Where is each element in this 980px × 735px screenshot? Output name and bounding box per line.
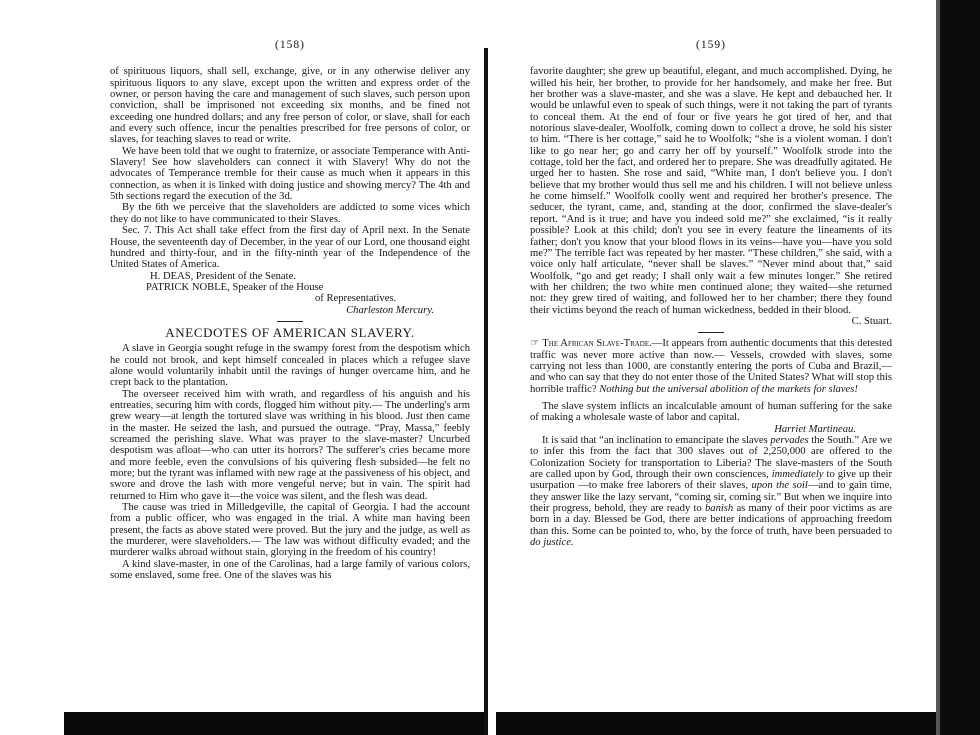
page-number: (158) <box>275 39 305 51</box>
emphasis-run: upon the soil <box>751 480 808 492</box>
colonization-paragraph <box>530 435 892 548</box>
senate-president-signature: H. DEAS, President of the Senate. <box>150 270 296 282</box>
right-page <box>530 40 892 548</box>
anecdote-paragraph: A kind slave-master, in one of the Carolinas, had a large family of various colors, some enslaved, some free. One of the slaves was his <box>110 558 470 582</box>
text-run: —and to gain time, they answer like the lazy servant, “coming sir, coming sir.” But when we inquire into their progress, behold, they are ready to <box>530 480 892 515</box>
text-run: the South.” Are we to infer this from the fact that 300 slaves out of 2,250,000 are offered to the Colonization Society for transportation to Liberia? The slave-masters of the South are called upon by God, through their own consciences, <box>530 435 892 481</box>
section-seven-paragraph: Sec. 7. This Act shall take effect from the first day of April next. In the Senate House, the seventeenth day of December, in the year of our Lord, one thousand eight hundred and thirty-four, and in the fifty-ninth year of the Independence of the United States of America. <box>110 225 470 271</box>
house-representatives: of Representatives. <box>315 293 397 305</box>
notice-emphasis: Nothing but the universal abolition of the markets for slaves! <box>599 383 858 395</box>
gutter-bar <box>484 48 488 735</box>
text-run: It is said that “an inclination to emancipate the slaves <box>542 435 768 446</box>
text-run: to give up their usurpation —to make free laborers of their slaves, <box>530 469 892 492</box>
anecdote-paragraph: The overseer received him with wrath, and regardless of his anguish and his entreaties, securing him with cords, flogged him without pity.— The underling's arm grew weary—at length the tortured slave was writhing in his blood. Just then came in the master. He seized the lash, and pursued the outrage. “Pray, Massa,” feebly screamed the perishing slave. What was prayer to the slave-master? Uncurbed despotism was afloat—who can utter its horrors? The sufferer's cries became more and more feeble, even the convulsions of his quivering flesh subsided—he felt no more; but the tyrant was inflamed with new rage at the passiveness of his object, and swore and drove the lash with more vengeful nerve; but in vain. The spirit had returned to Him who gave it—the voice was silent, and the flesh was dead. <box>110 388 470 502</box>
right-dark-edge <box>940 0 980 735</box>
story-continuation: favorite daughter; she grew up beautiful, elegant, and much accomplished. Dying, he willed his heir, her brother, to provide for her handsomely, and make her free. But her brother was a slave-master, and she was a slave. He kept and debauched her. It would be unlawful even to speak of such things, were it not taking the part of tyrants to conceal them. At the end of four or five years he got tired of her, and that notorious slave-dealer, Woolfolk, coming down to collect a drove, he sold his sister to him. “There is her cottage,” said he to Woolfolk; “she is a violent woman. I don't like to go near her; go and carry her off by yourself.” Woolfolk strode into the cottage, told her the fact, and ordered her to prepare. She was dreadfully agitated. He urged her to hasten. She rose and said, “White man, I don't believe you. I don't believe that my brother would thus sell me and his children. I will not believe unless he come himself.” Woolfolk coolly went and required her brother's presence. The seducer, the tyrant, came, and, standing at the door, confirmed the slave-dealer's report. “And is it true; and have you indeed sold me?” she exclaimed, “is it really possible? Look at this child; don't you see in every feature the lineaments of its father; don't you know that your blood flows in its veins—have you—have you sold me?” The terrible fact was repeated by her master. “These children,” she said, with a voice only half articulate, “never shall be slaves.” “Never mind about that,” said Woolfolk, “go and get ready; I shall only wait a few minutes longer.” She retired with her children; the two white men continued alone; they waited—she returned not: they grew tired of waiting, and followed her to her chamber; there they found their victims beyond the reach of human wickedness, bedded in their blood. <box>530 66 892 316</box>
anecdote-paragraph: A slave in Georgia sought refuge in the swampy forest from the despotism which he could not brook, and kept himself concealed in places which a refugee slave alone would voluntarily inhabit until the ravings of hunger overcame him, and he crept back to the plantation. <box>110 343 470 389</box>
section-heading: ANECDOTES OF AMERICAN SLAVERY. <box>165 324 415 340</box>
bottom-black-band-right <box>496 712 936 735</box>
source-credit: Charleston Mercury. <box>346 304 434 316</box>
law-text: of spirituous liquors, shall sell, exchange, give, or in any otherwise deliver any spirituous liquors to any slave, except upon the written and express order of the owner, or person having the care and management of such slaves, such person upon conviction, shall be imprisoned not exceeding six months, and be fined not exceeding one hundred dollars; and any free person of color, or slave, shall for each and every such offence, incur the penalties prescribed for free persons of color, or slaves, for teaching slaves to read or write. <box>110 66 470 146</box>
quote-author: Harriet Martineau. <box>774 423 856 435</box>
sixth-section-paragraph: By the 6th we perceive that the slaveholders are addicted to some vices which they do not like to have communicated to their Slaves. <box>110 202 470 225</box>
martineau-quote: The slave system inflicts an incalculable amount of human suffering for the sake of making a wholesale waste of labor and capital. <box>530 400 892 424</box>
anecdote-paragraph: The cause was tried in Milledgeville, the capital of Georgia. I had the account from a public officer, who was engaged in the trial. A white man having been present, the facts as above stated were proved. But the jury and the judge, as well as the murderer, were slaveholders.— The law was without difficulty evaded; and the murderer walks abroad without stain, glorying in the freedom of his country! <box>110 502 470 559</box>
text-run: as many of their poor victims as are born in a day. Blessed be God, there are better indications of approaching freedom than this. Some can be pointed to, who, by the force of truth, have been persuaded to <box>530 503 893 537</box>
pointing-hand-icon: ☞ <box>530 338 540 350</box>
slave-trade-notice <box>530 338 892 395</box>
section-divider <box>698 332 724 333</box>
story-author: C. Stuart. <box>851 315 892 327</box>
right-edge-shadow <box>936 0 940 735</box>
emphasis-run: do justice. <box>530 537 574 549</box>
emphasis-run: immediately <box>771 469 824 481</box>
temperance-paragraph: We have been told that we ought to fraternize, or associate Temperance with Anti-Slavery! See how slaveholders can connect it with Slavery! Why do not the advocates of Temperance tremble for their cause as much when it appears in this connection, as when it is linked with doing justice and showing mercy? The 4th and 5th sections regard the execution of the 3d. <box>110 145 470 203</box>
house-speaker-signature: PATRICK NOBLE, Speaker of the House <box>146 281 324 293</box>
notice-text: —It appears from authentic documents that this detested traffic was never more active than now.— Vessels, crowded with slaves, some carrying not less than 1000, are constantly entering the ports of Cuba and Brazil,—and who can say that they do not enter those of the United States? What will stop this horrible traffic? <box>530 338 892 395</box>
emphasis-run: pervades <box>770 435 809 446</box>
left-page <box>110 40 470 581</box>
notice-title: The African Slave-Trade. <box>542 338 652 350</box>
emphasis-run: banish <box>704 503 734 515</box>
bottom-black-band-left <box>64 712 484 735</box>
section-divider <box>277 321 303 322</box>
page-number: (159) <box>696 39 726 51</box>
